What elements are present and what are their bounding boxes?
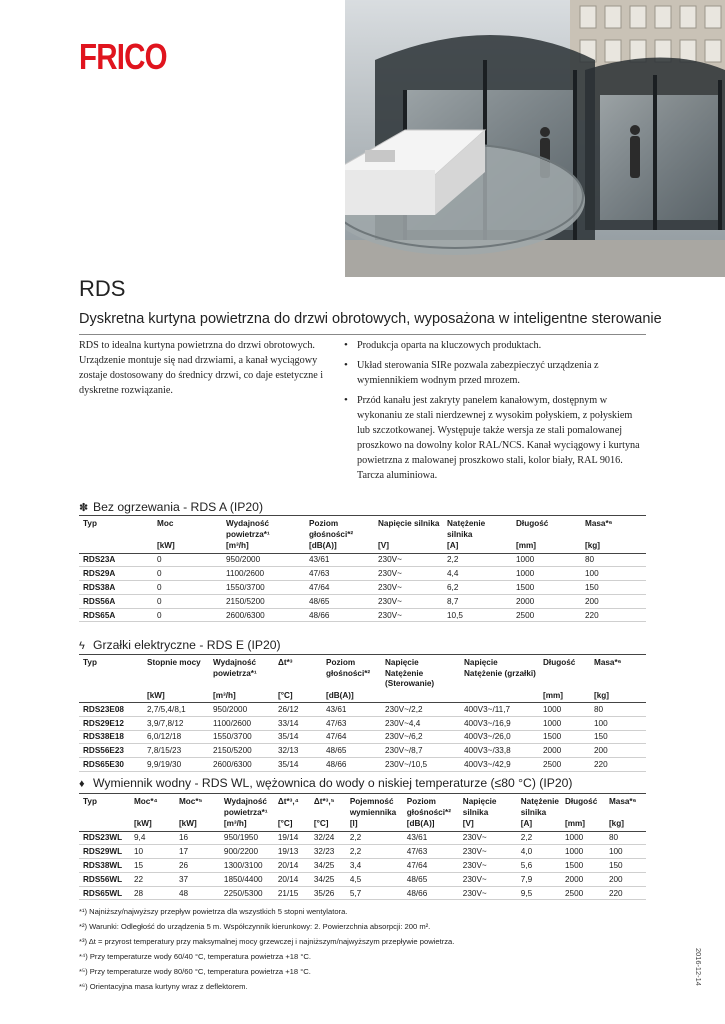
model-cell: RDS56A — [79, 594, 153, 608]
table-row — [79, 581, 646, 595]
table-rds-a — [79, 515, 646, 622]
section-a-title-text: Bez ogrzewania - RDS A (IP20) — [93, 500, 264, 514]
value-cell: 28 — [130, 886, 175, 900]
value-cell: 22 — [130, 872, 175, 886]
footnote: *²) Warunki: Odległość do urządzenia 5 m. Współczynnik kierunkowy: 2. Powierzchnia absorpcji: 200 m². — [79, 922, 431, 932]
model-cell: RDS29E12 — [79, 716, 143, 730]
value-cell: 47/64 — [322, 730, 381, 744]
table-row — [79, 608, 646, 622]
unit-cell: [V] — [374, 540, 443, 553]
col-header: Długość — [539, 655, 590, 690]
value-cell: 1100/2600 — [209, 716, 274, 730]
col-header: Typ — [79, 794, 130, 819]
value-cell: 230V~4,4 — [381, 716, 460, 730]
table-row — [79, 594, 646, 608]
value-cell: 2500 — [512, 608, 581, 622]
col-header: Δt*³ — [274, 655, 322, 690]
col-header: Długość — [561, 794, 605, 819]
value-cell: 950/1950 — [220, 831, 274, 845]
model-cell: RDS29WL — [79, 845, 130, 859]
value-cell: 400V3~/26,0 — [460, 730, 539, 744]
value-cell: 43/61 — [322, 703, 381, 717]
unit-cell — [79, 690, 143, 703]
value-cell: 32/23 — [310, 845, 346, 859]
unit-cell — [381, 690, 460, 703]
value-cell: 10,5 — [443, 608, 512, 622]
document-date: 2016-12-14 — [694, 948, 703, 986]
table-header-row — [79, 516, 646, 541]
table-row — [79, 567, 646, 581]
unit-cell: [°C] — [274, 818, 310, 831]
value-cell: 1500 — [561, 859, 605, 873]
model-cell: RDS65WL — [79, 886, 130, 900]
table-rds-wl — [79, 793, 646, 900]
unit-cell — [79, 818, 130, 831]
col-header: Natężenie silnika — [517, 794, 561, 819]
value-cell: 80 — [590, 703, 646, 717]
value-cell: 1500 — [539, 730, 590, 744]
feature-item: • Przód kanału jest zakryty panelem kanałowym, dostępnym w wykonaniu ze stali nierdzewnej z wysokim połyskiem, z połyskiem lub szczotkowanej. Występuje także wersja ze stali pomalowanej proszkowo na dowolny kolor RAL/NCS. Kanał wyciągowy i kurtyna powietrzna z malowanej proszkowo stali, kolor biały, RAL 9016. Tarcza aluminiowa. — [344, 393, 644, 483]
col-header: Napięcie silnika — [459, 794, 517, 819]
value-cell: 100 — [581, 567, 646, 581]
model-cell: RDS23A — [79, 553, 153, 567]
value-cell: 19/13 — [274, 845, 310, 859]
value-cell: 48/66 — [305, 608, 374, 622]
value-cell: 150 — [605, 859, 646, 873]
value-cell: 900/2200 — [220, 845, 274, 859]
value-cell: 1550/3700 — [222, 581, 305, 595]
unit-cell: [kW] — [143, 690, 209, 703]
value-cell: 2000 — [512, 594, 581, 608]
value-cell: 2000 — [539, 744, 590, 758]
value-cell: 2,7/5,4/8,1 — [143, 703, 209, 717]
unit-cell — [79, 540, 153, 553]
value-cell: 1000 — [512, 567, 581, 581]
frico-logo: FRICO — [79, 36, 167, 77]
value-cell: 80 — [581, 553, 646, 567]
value-cell: 220 — [605, 886, 646, 900]
value-cell: 9,5 — [517, 886, 561, 900]
value-cell: 100 — [590, 716, 646, 730]
value-cell: 47/63 — [403, 845, 459, 859]
value-cell: 1000 — [561, 845, 605, 859]
value-cell: 26 — [175, 859, 220, 873]
value-cell: 230V~/8,7 — [381, 744, 460, 758]
model-cell: RDS56E23 — [79, 744, 143, 758]
value-cell: 43/61 — [305, 553, 374, 567]
value-cell: 6,2 — [443, 581, 512, 595]
value-cell: 220 — [590, 758, 646, 772]
value-cell: 2,2 — [346, 845, 403, 859]
feature-list — [344, 338, 644, 488]
col-header: Masa*⁶ — [590, 655, 646, 690]
unit-cell: [°C] — [274, 690, 322, 703]
unit-cell: [mm] — [561, 818, 605, 831]
value-cell: 230V~ — [459, 831, 517, 845]
col-header: Długość — [512, 516, 581, 541]
unit-cell: [m³/h] — [222, 540, 305, 553]
footnote: *³) Δt = przyrost temperatury przy maksymalnej mocy grzewczej i najniższym/najwyższym przepływie powietrza. — [79, 937, 455, 947]
value-cell: 950/2000 — [209, 703, 274, 717]
col-header: Napięcie silnika — [374, 516, 443, 541]
value-cell: 8,7 — [443, 594, 512, 608]
col-header: Pojemność wymiennika — [346, 794, 403, 819]
unit-cell: [kW] — [130, 818, 175, 831]
value-cell: 21/15 — [274, 886, 310, 900]
value-cell: 3,9/7,8/12 — [143, 716, 209, 730]
unit-cell: [m³/h] — [209, 690, 274, 703]
value-cell: 1100/2600 — [222, 567, 305, 581]
col-header: Wydajność powietrza*¹ — [209, 655, 274, 690]
value-cell: 150 — [581, 581, 646, 595]
value-cell: 33/14 — [274, 716, 322, 730]
table-row — [79, 886, 646, 900]
value-cell: 2500 — [539, 758, 590, 772]
unit-cell: [m³/h] — [220, 818, 274, 831]
unit-cell: [kg] — [605, 818, 646, 831]
footnotes — [79, 904, 454, 995]
table-units-row — [79, 690, 646, 703]
value-cell: 230V~ — [374, 581, 443, 595]
value-cell: 48/65 — [322, 744, 381, 758]
value-cell: 1000 — [561, 831, 605, 845]
table-row — [79, 703, 646, 717]
table-row — [79, 872, 646, 886]
col-header: Masa*⁶ — [581, 516, 646, 541]
value-cell: 48/65 — [305, 594, 374, 608]
value-cell: 47/64 — [403, 859, 459, 873]
unit-cell: [mm] — [512, 540, 581, 553]
value-cell: 1550/3700 — [209, 730, 274, 744]
col-header: Napięcie Natężenie (grzałki) — [460, 655, 539, 690]
value-cell: 9,9/19/30 — [143, 758, 209, 772]
value-cell: 20/14 — [274, 872, 310, 886]
value-cell: 2500 — [561, 886, 605, 900]
value-cell: 19/14 — [274, 831, 310, 845]
value-cell: 47/63 — [322, 716, 381, 730]
value-cell: 32/24 — [310, 831, 346, 845]
product-title: RDS — [79, 276, 126, 301]
lightning-icon: ϟ — [79, 640, 85, 652]
value-cell: 17 — [175, 845, 220, 859]
value-cell: 15 — [130, 859, 175, 873]
value-cell: 200 — [605, 872, 646, 886]
section-e-title — [79, 638, 281, 652]
divider — [79, 334, 646, 335]
model-cell: RDS38E18 — [79, 730, 143, 744]
col-header: Moc*⁴ — [130, 794, 175, 819]
value-cell: 2,2 — [517, 831, 561, 845]
model-cell: RDS56WL — [79, 872, 130, 886]
value-cell: 7,8/15/23 — [143, 744, 209, 758]
value-cell: 47/64 — [305, 581, 374, 595]
water-drop-icon: ♦ — [79, 778, 85, 790]
value-cell: 230V~ — [374, 553, 443, 567]
unit-cell: [kg] — [581, 540, 646, 553]
table-units-row — [79, 818, 646, 831]
value-cell: 1500 — [512, 581, 581, 595]
table-row — [79, 859, 646, 873]
value-cell: 2150/5200 — [209, 744, 274, 758]
value-cell: 400V3~/33,8 — [460, 744, 539, 758]
col-header: Masa*⁶ — [605, 794, 646, 819]
value-cell: 950/2000 — [222, 553, 305, 567]
product-subtitle: Dyskretna kurtyna powietrzna do drzwi obrotowych, wyposażona w inteligentne sterowanie — [79, 311, 662, 327]
value-cell: 0 — [153, 567, 222, 581]
col-header: Stopnie mocy — [143, 655, 209, 690]
col-header: Moc — [153, 516, 222, 541]
unit-cell: [dB(A)] — [322, 690, 381, 703]
value-cell: 32/13 — [274, 744, 322, 758]
fan-icon: ✽ — [79, 502, 89, 514]
value-cell: 0 — [153, 594, 222, 608]
value-cell: 48 — [175, 886, 220, 900]
value-cell: 2600/6300 — [222, 608, 305, 622]
value-cell: 200 — [581, 594, 646, 608]
value-cell: 1000 — [512, 553, 581, 567]
value-cell: 230V~/6,2 — [381, 730, 460, 744]
unit-cell: [°C] — [310, 818, 346, 831]
section-wl-title-text: Wymiennik wodny - RDS WL, wężownica do wody o niskiej temperaturze (≤80 °C) (IP20) — [93, 776, 573, 790]
product-photo — [345, 0, 725, 277]
value-cell: 7,9 — [517, 872, 561, 886]
value-cell: 2,2 — [346, 831, 403, 845]
table-rds-e — [79, 654, 646, 772]
value-cell: 2600/6300 — [209, 758, 274, 772]
col-header: Poziom głośności*² — [403, 794, 459, 819]
footnote: *⁵) Przy temperaturze wody 80/60 °C, temperatura powietrza +18 °C. — [79, 967, 311, 977]
table-row — [79, 758, 646, 772]
unit-cell: [A] — [517, 818, 561, 831]
value-cell: 230V~ — [459, 859, 517, 873]
section-e-title-text: Grzałki elektryczne - RDS E (IP20) — [93, 638, 281, 652]
col-header: Poziom głośności*² — [322, 655, 381, 690]
table-header-row — [79, 655, 646, 690]
value-cell: 230V~ — [459, 872, 517, 886]
col-header: Poziom głośności*² — [305, 516, 374, 541]
model-cell: RDS23WL — [79, 831, 130, 845]
value-cell: 43/61 — [403, 831, 459, 845]
unit-cell: [mm] — [539, 690, 590, 703]
value-cell: 230V~ — [374, 567, 443, 581]
col-header: Wydajność powietrza*¹ — [222, 516, 305, 541]
value-cell: 400V3~/11,7 — [460, 703, 539, 717]
value-cell: 35/14 — [274, 758, 322, 772]
value-cell: 100 — [605, 845, 646, 859]
value-cell: 1000 — [539, 703, 590, 717]
value-cell: 20/14 — [274, 859, 310, 873]
section-a-title — [79, 500, 263, 514]
value-cell: 34/25 — [310, 859, 346, 873]
value-cell: 0 — [153, 581, 222, 595]
value-cell: 200 — [590, 744, 646, 758]
col-header: Typ — [79, 655, 143, 690]
table-row — [79, 744, 646, 758]
unit-cell: [kW] — [153, 540, 222, 553]
feature-item: • Produkcja oparta na kluczowych produktach. — [344, 338, 644, 353]
feature-item: • Układ sterowania SIRe pozwala zabezpieczyć urządzenia z wymiennikiem wodnym przed mrozem. — [344, 358, 644, 388]
table-row — [79, 730, 646, 744]
value-cell: 0 — [153, 553, 222, 567]
section-wl-title — [79, 776, 572, 790]
col-header: Δt*³,⁵ — [310, 794, 346, 819]
model-cell: RDS23E08 — [79, 703, 143, 717]
unit-cell: [l] — [346, 818, 403, 831]
value-cell: 230V~/10,5 — [381, 758, 460, 772]
unit-cell: [dB(A)] — [305, 540, 374, 553]
value-cell: 0 — [153, 608, 222, 622]
col-header: Δt*³,⁴ — [274, 794, 310, 819]
value-cell: 48/66 — [403, 886, 459, 900]
value-cell: 230V~ — [374, 608, 443, 622]
unit-cell: [kW] — [175, 818, 220, 831]
value-cell: 150 — [590, 730, 646, 744]
table-row — [79, 553, 646, 567]
footnote: *⁶) Orientacyjna masa kurtyny wraz z deflektorem. — [79, 982, 248, 992]
value-cell: 2250/5300 — [220, 886, 274, 900]
table-row — [79, 831, 646, 845]
value-cell: 1850/4400 — [220, 872, 274, 886]
table-row — [79, 845, 646, 859]
value-cell: 9,4 — [130, 831, 175, 845]
footnote: *⁴) Przy temperaturze wody 60/40 °C, temperatura powietrza +18 °C. — [79, 952, 311, 962]
value-cell: 6,0/12/18 — [143, 730, 209, 744]
unit-cell — [460, 690, 539, 703]
unit-cell: [kg] — [590, 690, 646, 703]
value-cell: 47/63 — [305, 567, 374, 581]
value-cell: 2,2 — [443, 553, 512, 567]
value-cell: 10 — [130, 845, 175, 859]
value-cell: 230V~ — [374, 594, 443, 608]
value-cell: 230V~ — [459, 845, 517, 859]
value-cell: 220 — [581, 608, 646, 622]
col-header: Wydajność powietrza*¹ — [220, 794, 274, 819]
value-cell: 4,5 — [346, 872, 403, 886]
model-cell: RDS65A — [79, 608, 153, 622]
col-header: Napięcie Natężenie (Sterowanie) — [381, 655, 460, 690]
value-cell: 400V3~/16,9 — [460, 716, 539, 730]
value-cell: 48/65 — [403, 872, 459, 886]
value-cell: 1000 — [539, 716, 590, 730]
value-cell: 26/12 — [274, 703, 322, 717]
col-header: Natężenie silnika — [443, 516, 512, 541]
value-cell: 80 — [605, 831, 646, 845]
value-cell: 3,4 — [346, 859, 403, 873]
value-cell: 35/26 — [310, 886, 346, 900]
model-cell: RDS65E30 — [79, 758, 143, 772]
unit-cell: [A] — [443, 540, 512, 553]
model-cell: RDS38WL — [79, 859, 130, 873]
table-header-row — [79, 794, 646, 819]
value-cell: 35/14 — [274, 730, 322, 744]
value-cell: 48/66 — [322, 758, 381, 772]
value-cell: 5,6 — [517, 859, 561, 873]
value-cell: 5,7 — [346, 886, 403, 900]
value-cell: 400V3~/42,9 — [460, 758, 539, 772]
value-cell: 230V~ — [459, 886, 517, 900]
value-cell: 4,0 — [517, 845, 561, 859]
value-cell: 37 — [175, 872, 220, 886]
value-cell: 2150/5200 — [222, 594, 305, 608]
unit-cell: [V] — [459, 818, 517, 831]
footnote: *¹) Najniższy/najwyższy przepływ powietrza dla wszystkich 5 stopni wentylatora. — [79, 907, 348, 916]
value-cell: 1300/3100 — [220, 859, 274, 873]
value-cell: 34/25 — [310, 872, 346, 886]
model-cell: RDS29A — [79, 567, 153, 581]
col-header: Typ — [79, 516, 153, 541]
value-cell: 2000 — [561, 872, 605, 886]
col-header: Moc*⁵ — [175, 794, 220, 819]
table-units-row — [79, 540, 646, 553]
intro-paragraph: RDS to idealna kurtyna powietrzna do drzwi obrotowych. Urządzenie montuje się nad drzwiami, a kanał wyciągowy zostaje dostosowany do średnicy drzwi, co daje estetyczne i dyskretne rozwiązanie. — [79, 340, 324, 396]
unit-cell: [dB(A)] — [403, 818, 459, 831]
value-cell: 230V~/2,2 — [381, 703, 460, 717]
value-cell: 16 — [175, 831, 220, 845]
value-cell: 4,4 — [443, 567, 512, 581]
model-cell: RDS38A — [79, 581, 153, 595]
table-row — [79, 716, 646, 730]
